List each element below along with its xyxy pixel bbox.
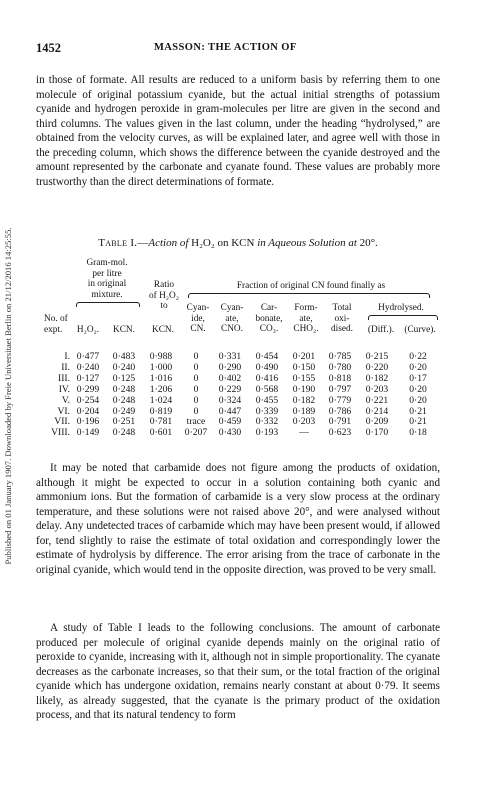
table-cell: — — [299, 427, 309, 439]
table-cell: 0·251 — [112, 416, 136, 428]
download-watermark — [0, 0, 16, 792]
table-cell: 0·214 — [365, 405, 389, 417]
table-cell-expt: I. — [64, 351, 70, 362]
table-cell: 0·454 — [255, 351, 279, 362]
table-cell: 0·21 — [409, 416, 427, 428]
header-curve: (Curve). — [404, 325, 436, 335]
table-cell: 1·024 — [149, 394, 173, 406]
table-title-formula: H₂O₂ — [191, 237, 215, 249]
header-diff: (Diff.). — [367, 325, 395, 335]
table-cell: 0·988 — [149, 351, 173, 362]
table-cell: 0·18 — [409, 427, 427, 439]
table-cell-expt: V. — [61, 394, 70, 406]
table-cell: 0·240 — [76, 361, 100, 373]
table-cell: 0·447 — [218, 405, 242, 417]
table-body — [36, 352, 440, 439]
table-cell: 0·193 — [255, 427, 279, 439]
header-carbonate-line-3: CO₃. — [259, 324, 279, 334]
table-cell: 0·568 — [255, 383, 279, 395]
header-cyanate-line-2: ate, — [225, 313, 239, 324]
table-cell: 0 — [193, 361, 199, 373]
table-cell: 0·248 — [112, 427, 136, 439]
header-cyanide — [182, 303, 214, 335]
table-cell: 0 — [193, 351, 199, 362]
paragraph-1: in those of formate. All results are reduced to a uniform basis by referring them to one molecule of original potassium cyanide, but the actual initial strengths of potassium cyanide and hydrogen peroxide in gram-molecules per litre are given in the second and third columns. The values given in the last column, under the heading “hydrolysed,” are obtained from the velocity curves, as will be explained later, and agree well with those in the preceding column, which shows the difference between the cyanide destroyed and the amount represented by the carbonate and cyanate found. These values are probably more trustworthy than the direct determinations of formate. — [36, 74, 440, 188]
table-cell: 0·601 — [149, 427, 173, 439]
header-total-line-3: dised. — [331, 324, 353, 334]
table-title-temp: 20°. — [359, 237, 378, 249]
header-cyanide-line-1: Cyan- — [186, 303, 210, 313]
table-cell: 0·20 — [409, 383, 427, 395]
table-cell: 0·477 — [76, 351, 100, 362]
table-cell: 0·170 — [365, 427, 389, 439]
table-cell-expt: IV. — [58, 383, 70, 395]
table-cell: 0·781 — [149, 416, 173, 428]
header-no-of: No. of — [44, 314, 68, 324]
header-hydrolysed: Hydrolysed. — [378, 303, 424, 313]
table-cell: 0·207 — [184, 427, 208, 439]
table-cell: 0·22 — [409, 351, 427, 362]
table-cell: 0·209 — [365, 416, 389, 428]
table-label: Table I. — [98, 237, 138, 249]
header-mixture-line: mixture. — [91, 289, 123, 300]
table-cell: 0·290 — [218, 361, 242, 373]
table-cell: 0·20 — [409, 394, 427, 406]
header-formate-line-3: CHO₂. — [293, 324, 319, 334]
header-to-line: to — [160, 301, 168, 311]
header-h2o2: H₂O₂. — [76, 325, 100, 335]
table-cell-expt: VII. — [54, 416, 70, 428]
header-kcn: KCN. — [113, 325, 135, 335]
table-cell: 0·818 — [328, 372, 352, 384]
table-cell-expt: II. — [61, 361, 70, 373]
page-number: 1452 — [36, 41, 61, 55]
table-cell: 0·254 — [76, 394, 100, 406]
table-cell: 0 — [193, 372, 199, 384]
header-ratio-line: Ratio — [153, 280, 175, 290]
data-table — [36, 352, 440, 439]
table-cell: 0·402 — [218, 372, 242, 384]
table-cell: 0·149 — [76, 427, 100, 439]
table-cell: 0·240 — [112, 361, 136, 373]
header-fraction: Fraction of original CN found finally as — [236, 281, 386, 291]
page-header — [36, 41, 440, 55]
table-title: Table I.—Action of H₂O₂ on KCN in Aqueous Solution at 20°. — [98, 237, 378, 249]
table-cell: 0·332 — [255, 416, 279, 428]
header-per-litre-line: per litre — [92, 268, 122, 279]
header-expt: expt. — [44, 325, 63, 335]
table-cell: 1·000 — [149, 361, 173, 373]
table-cell: 0·455 — [255, 394, 279, 406]
header-in-original-line: in original — [87, 279, 127, 289]
table-cell: 0·331 — [218, 351, 242, 362]
table-cell: 0·249 — [112, 405, 136, 417]
table-cell: 0·21 — [409, 405, 427, 417]
table-cell: 0·785 — [328, 351, 352, 362]
header-cyanate-line-1: Cyan- — [220, 303, 244, 313]
download-watermark-text: Published on 01 January 1907. Downloaded by Freie Universitaet Berlin on 21/12/2016 14:25:55. — [3, 227, 13, 565]
header-total-line-1: Total — [332, 303, 352, 313]
table-cell: 0·786 — [328, 405, 352, 417]
table-cell: 0·324 — [218, 394, 242, 406]
header-cyanate-line-3: CNO. — [221, 324, 243, 334]
table-cell: 0 — [193, 405, 199, 417]
header-brace-hydrolysed — [368, 315, 438, 320]
table-cell: 0·791 — [328, 416, 352, 428]
table-cell: 0·20 — [409, 361, 427, 373]
header-carbonate-line-2: bonate, — [255, 313, 283, 324]
table-cell: 0·221 — [365, 394, 389, 406]
header-cyanide-line-2: ide, — [191, 313, 205, 324]
table-cell: 0·430 — [218, 427, 242, 439]
table-cell: 0·416 — [255, 372, 279, 384]
table-cell: 0·125 — [112, 372, 136, 384]
table-cell: 0·819 — [149, 405, 173, 417]
table-cell-expt: VI. — [57, 405, 70, 417]
table-cell: 0·780 — [328, 361, 352, 373]
header-carbonate-line-1: Car- — [260, 303, 278, 313]
table-cell: 0·215 — [365, 351, 389, 362]
table-cell: 0·17 — [409, 372, 427, 384]
table-cell: 0 — [193, 394, 199, 406]
table-cell: 0·299 — [76, 383, 100, 395]
table-cell: 0·201 — [292, 351, 316, 362]
header-brace-mixture — [76, 302, 140, 307]
table-cell: 0·155 — [292, 372, 316, 384]
header-cyanide-line-3: CN. — [190, 324, 206, 334]
table-cell: 0·182 — [365, 372, 389, 384]
table-cell: 0·248 — [112, 383, 136, 395]
table-cell: 0·779 — [328, 394, 352, 406]
header-ratio — [145, 280, 183, 312]
table-cell: 0·203 — [365, 383, 389, 395]
header-gram-mol-line: Gram-mol. — [86, 258, 128, 268]
table-cell: 0·459 — [218, 416, 242, 428]
table-cell: 0·248 — [112, 394, 136, 406]
table-cell: 0·797 — [328, 383, 352, 395]
header-formate — [288, 303, 324, 335]
table-cell-expt: III. — [58, 372, 70, 384]
table-cell: 0·127 — [76, 372, 100, 384]
table-cell: trace — [186, 416, 206, 428]
table-row — [36, 396, 440, 407]
running-head: MASSON: THE ACTION OF — [154, 42, 297, 53]
table-cell: 0·623 — [328, 427, 352, 439]
table-cell: 0·203 — [292, 416, 316, 428]
header-kcn-ratio: KCN. — [152, 325, 174, 335]
paragraph-3: A study of Table I leads to the following conclusions. The amount of carbonate produced per molecule of original cyanide depends mainly on the original ratio of peroxide to cyanide, increasing with it, although not in simple proportionality. The cyanate decreases as the carbonate increases, so that their sum, or the total fraction of the original cyanide which has undergone oxidation, remains nearly constant at about 0·79. It seems likely, as already suggested, that the cyanate is the primary product of the oxidation process, and that its natural tendency to form — [36, 622, 440, 721]
table-cell: 0·339 — [255, 405, 279, 417]
table-row — [36, 428, 440, 439]
paragraph-2: It may be noted that carbamide does not figure among the products of oxidation, although it might be expected to occur in a solution containing both cyanic and ammonium ions. But the formation of carbamide is a very slow process at the ordinary temperature, and these solutions were not raised above 20°, and were analysed without delay. Any undetected traces of carbamide which may have been present would, if allowed for, tend slightly to raise the estimate of total oxidation and correspondingly lower the estimate of hydrolysis by difference. The error arising from the trace of carbonate in the original cyanide, which would tend in the opposite direction, was proved to be very small. — [36, 462, 440, 576]
header-cyanate — [214, 303, 250, 335]
table-row — [36, 385, 440, 396]
table-cell: 1·016 — [149, 372, 173, 384]
table-cell: 0 — [193, 383, 199, 395]
table-title-action: Action of — [148, 237, 189, 249]
header-total-line-2: oxi- — [334, 313, 350, 324]
table-cell: 0·182 — [292, 394, 316, 406]
table-cell: 0·220 — [365, 361, 389, 373]
header-gram-mol — [68, 258, 146, 300]
table-cell: 0·190 — [292, 383, 316, 395]
table-cell: 1·206 — [149, 383, 173, 395]
header-formate-line-2: ate, — [299, 313, 313, 324]
table-cell: 0·189 — [292, 405, 316, 417]
header-carbonate — [250, 303, 288, 335]
table-cell: 0·229 — [218, 383, 242, 395]
table-cell-expt: VIII. — [51, 427, 70, 439]
table-cell: 0·483 — [112, 351, 136, 362]
header-brace-fraction — [188, 293, 430, 298]
table-title-on: on KCN — [217, 237, 255, 249]
header-formate-line-1: Form- — [294, 303, 318, 313]
table-cell: 0·490 — [255, 361, 279, 373]
header-of-h2o2-line: of H₂O₂ — [149, 290, 179, 301]
table-cell: 0·196 — [76, 416, 100, 428]
table-cell: 0·204 — [76, 405, 100, 417]
header-total-oxidised — [324, 303, 360, 335]
table-title-in: in Aqueous Solution at — [257, 237, 357, 249]
table-cell: 0·150 — [292, 361, 316, 373]
